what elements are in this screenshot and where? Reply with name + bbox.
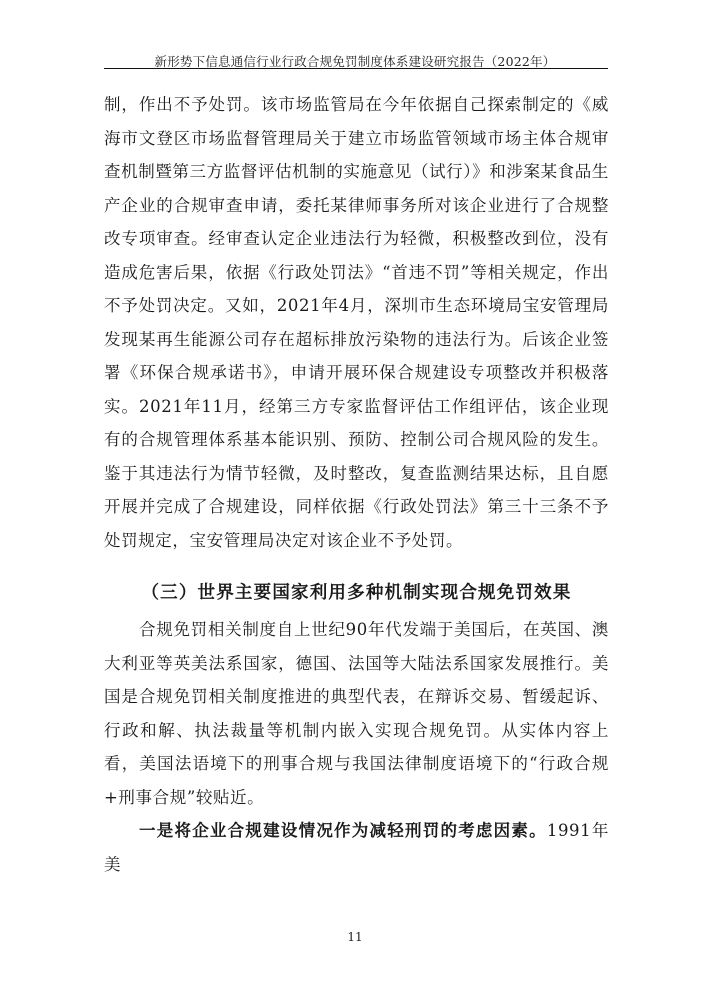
running-header: 新形势下信息通信行业行政合规免罚制度体系建设研究报告（2022年） [154,54,556,69]
page-number: 11 [347,930,363,944]
paragraph-first-point [104,814,609,881]
paragraph-administrative-cases: 制，作出不予处罚。该市场监管局在今年依据自己探索制定的《威海市文登区市场监督管理局关于建立市场监管领域市场主体合规审查机制暨第三方监督评估机制的实施意见（试行）》和涉案某食品生产企业的合规审查申请，委托某律师事务所对该企业进行了合规整改专项审查。经审查认定企业违法行为轻微，积极整改到位，没有造成危害后果，依据《行政处罚法》“首违不罚”等相关规定，作出不予处罚决定。又如，2021年4月，深圳市生态环境局宝安管理局发现某再生能源公司存在超标排放污染物的违法行为。后该企业签署《环保合规承诺书》，申请开展环保合规建设专项整改并积极落实。2021年11月，经第三方专家监督评估工作组评估，该企业现有的合规管理体系基本能识别、预防、控制公司合规风险的发生。鉴于其违法行为情节轻微，及时整改，复查监测结果达标，且自愿开展并完成了合规建设，同样依据《行政处罚法》第三十三条不予处罚规定，宝安管理局决定对该企业不予处罚。 [104,95,609,550]
header-divider [104,68,608,69]
section-heading: （三）世界主要国家利用多种机制实现合规免罚效果 [141,583,572,603]
emphasis-text: 一是将企业合规建设情况作为减轻刑罚的考虑因素。 [139,821,547,840]
body-text [104,88,609,881]
paragraph-us-origin: 合规免罚相关制度自上世纪90年代发端于美国后，在英国、澳大利亚等英美法系国家，德国、法国等大陆法系国家发展推行。美国是合规免罚相关制度推进的典型代表，在辩诉交易、暂缓起诉、行政和解、执法裁量等机制内嵌入实现合规免罚。从实体内容上看，美国法语境下的刑事合规与我国法律制度语境下的“行政合规+刑事合规”较贴近。 [104,620,609,807]
paragraph-continuation: 1991年美 [104,821,609,874]
